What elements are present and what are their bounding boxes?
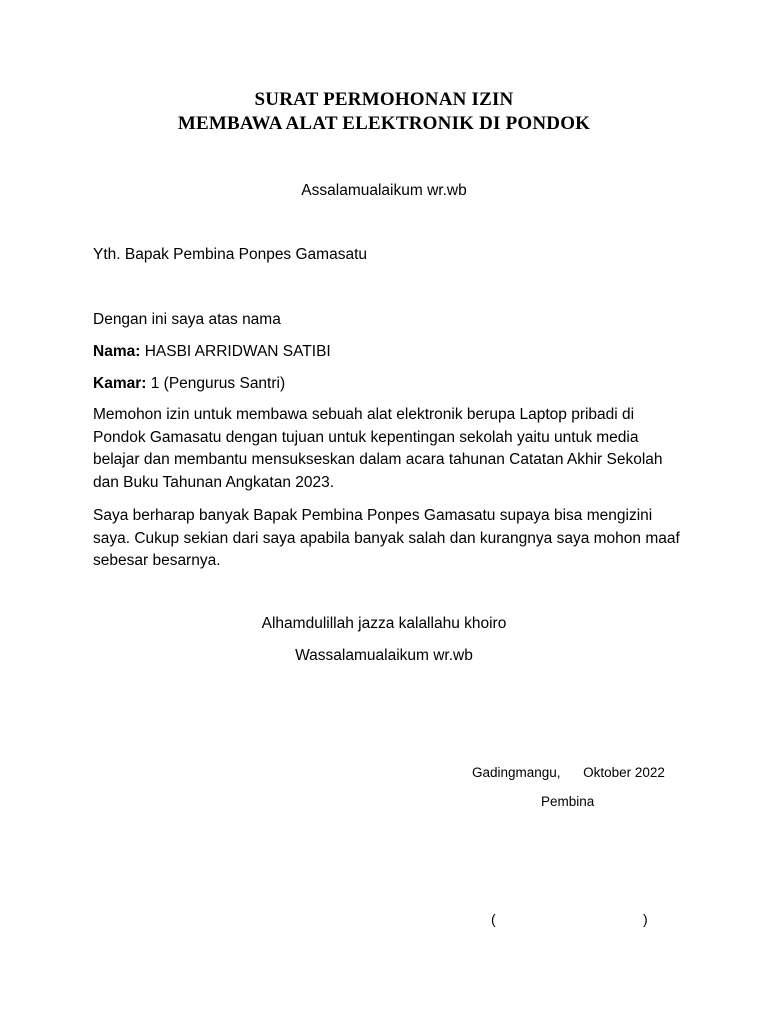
name-line	[93, 341, 693, 364]
signature-place-date: Gadingmangu, Oktober 2022	[472, 765, 665, 780]
recipient-line: Yth. Bapak Pembina Ponpes Gamasatu	[93, 246, 367, 263]
request-paragraph: Memohon izin untuk membawa sebuah alat elektronik berupa Laptop pribadi di Pondok Gamasatu dengan tujuan untuk kepentingan sekolah yaitu untuk media belajar dan membantu mensukseskan dalam acara tahunan Catatan Akhir Sekolah dan Buku Tahunan Angkatan 2023.	[93, 406, 663, 491]
name-value: HASBI ARRIDWAN SATIBI	[140, 343, 331, 360]
room-label: Kamar:	[93, 375, 147, 392]
closing-prayer: Alhamdulillah jazza kalallahu khoiro	[261, 615, 507, 632]
name-label: Nama:	[93, 343, 141, 360]
room-value: 1 (Pengurus Santri)	[146, 375, 286, 392]
room-line	[93, 373, 693, 396]
signature-role: Pembina	[541, 794, 595, 809]
intro-line: Dengan ini saya atas nama	[93, 311, 281, 328]
hope-paragraph: Saya berharap banyak Bapak Pembina Ponpes Gamasatu supaya bisa mengizini saya. Cukup sekian dari saya apabila banyak salah dan kurangnya saya mohon maaf sebesar besarnya.	[93, 507, 680, 569]
letter-title-line2: MEMBAWA ALAT ELEKTRONIK DI PONDOK	[177, 113, 591, 134]
opening-greeting: Assalamualaikum wr.wb	[301, 182, 467, 199]
signature-paren-close: )	[643, 911, 648, 927]
signature-paren-open: (	[491, 911, 496, 927]
letter-title-line1: SURAT PERMOHONAN IZIN	[254, 89, 514, 110]
closing-greeting: Wassalamualaikum wr.wb	[295, 647, 473, 664]
